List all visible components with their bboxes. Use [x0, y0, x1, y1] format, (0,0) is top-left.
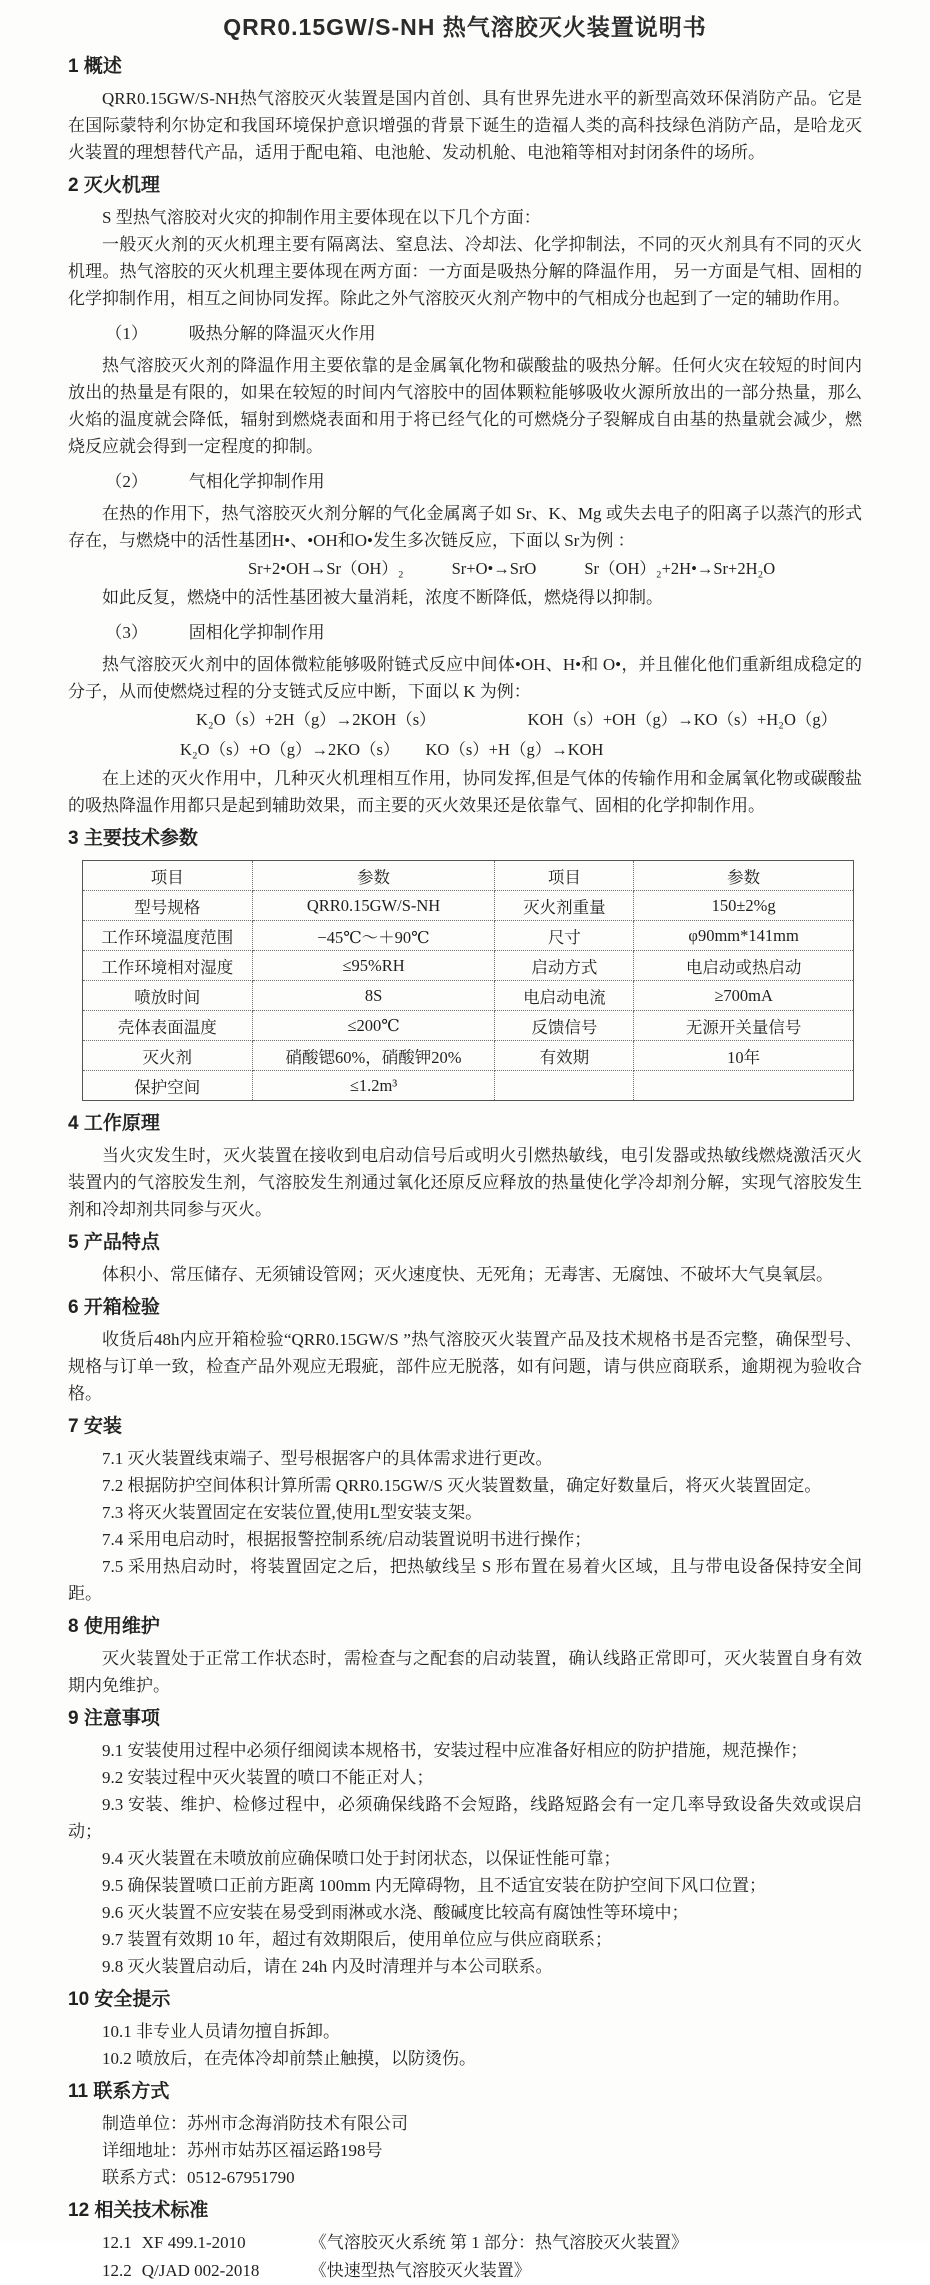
table-cell: 工作环境相对湿度 [83, 951, 253, 981]
standard-number: 12.1 [102, 2233, 132, 2252]
table-row [83, 981, 854, 1011]
section-principle-heading: 4 工作原理 [68, 1113, 160, 1134]
sr-equations-line [68, 554, 862, 584]
standard-item [68, 2257, 862, 2285]
table-cell: 灭火剂重量 [495, 891, 634, 921]
precaution-item: 9.6 灭火装置不应安装在易受到雨淋或水浇、酸碱度比较高有腐蚀性等环境中； [102, 1903, 689, 1922]
section-installation-heading: 7 安装 [68, 1416, 122, 1437]
table-cell: 硝酸锶60%，硝酸钾20% [252, 1041, 495, 1071]
precaution-item: 9.4 灭火装置在未喷放前应确保喷口处于封闭状态，以保证性能可靠； [102, 1849, 621, 1868]
precaution-item: 9.8 灭火装置启动后，请在 24h 内及时清理并与本公司联系。 [102, 1957, 553, 1976]
contact-line-phone: 联系方式：0512-67951790 [102, 2168, 295, 2187]
table-cell: 8S [252, 981, 495, 1011]
mech-sub1-title: 吸热分解的降温灭火作用 [188, 324, 376, 343]
table-cell: ≤200℃ [252, 1011, 495, 1041]
table-cell: 型号规格 [83, 891, 253, 921]
table-cell: 工作环境温度范围 [83, 921, 253, 951]
section-overview-paragraph: QRR0.15GW/S-NH热气溶胶灭火装置是国内首创、具有世界先进水平的新型高效环保消防产品。它是在国际蒙特利尔协定和我国环境保护意识增强的背景下诞生的造福人类的高科技绿色消防产品，是哈龙灭火装置的理想替代产品，适用于配电箱、电池舱、发动机舱、电池箱等相对封闭条件的场所。 [68, 89, 862, 162]
mech-sub2-heading [68, 468, 862, 495]
table-cell: 启动方式 [495, 951, 634, 981]
section-mechanism-intro: S 型热气溶胶对火灾的抑制作用主要体现在以下几个方面： [102, 208, 541, 227]
standard-title: 《快速型热气溶胶灭火装置》 [309, 2261, 531, 2280]
table-header-row [83, 861, 854, 891]
section-overview-heading: 1 概述 [68, 56, 122, 77]
table-cell: 150±2%g [634, 891, 854, 921]
safety-item: 10.2 喷放后，在壳体冷却前禁止触摸，以防烫伤。 [102, 2049, 476, 2068]
mech-sub1-label: （1） [105, 324, 148, 343]
table-header-cell: 项目 [495, 861, 634, 891]
installation-item: 7.3 将灭火装置固定在安装位置,使用L型安装支架。 [102, 1503, 483, 1522]
section-inspection-heading: 6 开箱检验 [68, 1297, 160, 1318]
k-equation-4: KO（s）+H（g）→KOH [425, 740, 604, 759]
mech-sub2-title: 气相化学抑制作用 [188, 472, 325, 491]
contact-line-address: 详细地址：苏州市姑苏区福运路198号 [102, 2141, 383, 2160]
k-equation-3: K₂O（s）+O（g）→2KO（s） [180, 740, 400, 759]
parameters-table [82, 860, 854, 1101]
section-principle-paragraph: 当火灾发生时，灭火装置在接收到电启动信号后或明火引燃热敏线，电引发器或热敏线燃烧激活灭火装置内的气溶胶发生剂，气溶胶发生剂通过氧化还原反应释放的热量使化学冷却剂分解，实现气溶胶发生剂和冷却剂共同参与灭火。 [68, 1146, 862, 1219]
sr-equation-2: Sr+O•→SrO [451, 559, 537, 578]
table-row [83, 1011, 854, 1041]
mech-sub1-heading [68, 320, 862, 347]
section-features-heading: 5 产品特点 [68, 1232, 160, 1253]
table-header-cell: 参数 [634, 861, 854, 891]
table-cell: 尺寸 [495, 921, 634, 951]
installation-item: 7.4 采用电启动时，根据报警控制系统/启动装置说明书进行操作； [102, 1530, 592, 1549]
standard-code: XF 499.1-2010 [141, 2233, 246, 2252]
table-row [83, 891, 854, 921]
k-equations-line-2 [68, 735, 862, 765]
installation-item: 7.1 灭火装置线束端子、型号根据客户的具体需求进行更改。 [102, 1449, 553, 1468]
mechanism-conclusion: 在上述的灭火作用中，几种灭火机理相互作用，协同发挥,但是气体的传输作用和金属氧化物或碳酸盐的吸热降温作用都只是起到辅助效果，而主要的灭火效果还是依靠气、固相的化学抑制作用。 [68, 769, 862, 815]
precaution-item: 9.5 确保装置喷口正前方距离 100mm 内无障碍物，且不适宜安装在防护空间下风口位置； [102, 1876, 766, 1895]
section-mechanism-heading: 2 灭火机理 [68, 175, 160, 196]
standard-item [68, 2229, 862, 2257]
mech-sub2-label: （2） [105, 472, 148, 491]
k-equations-line-1 [68, 705, 862, 735]
table-cell: QRR0.15GW/S-NH [252, 891, 495, 921]
table-cell: −45℃～＋90℃ [252, 921, 495, 951]
table-cell: 无源开关量信号 [634, 1011, 854, 1041]
table-cell: ≥700mA [634, 981, 854, 1011]
section-standards-heading: 12 相关技术标准 [68, 2200, 209, 2221]
sr-equation-3: Sr（OH）₂+2H•→Sr+2H₂O [584, 559, 776, 578]
table-cell: ≤1.2m³ [252, 1071, 495, 1101]
table-row [83, 951, 854, 981]
precaution-item: 9.3 安装、维护、检修过程中，必须确保线路不会短路，线路短路会有一定几率导致设备失效或误启动； [68, 1795, 862, 1841]
section-maintenance-heading: 8 使用维护 [68, 1616, 160, 1637]
installation-item: 7.2 根据防护空间体积计算所需 QRR0.15GW/S 灭火装置数量，确定好数量后，将灭火装置固定。 [102, 1476, 822, 1495]
table-row [83, 1041, 854, 1071]
mech-sub3-heading [68, 619, 862, 646]
installation-item: 7.5 采用热启动时，将装置固定之后，把热敏线呈 S 形布置在易着火区域，且与带电设备保持安全间距。 [68, 1557, 862, 1603]
contact-line-manufacturer: 制造单位：苏州市念海消防技术有限公司 [102, 2114, 408, 2133]
k-equation-2: KOH（s）+OH（g）→KO（s）+H₂O（g） [527, 710, 838, 729]
standard-number: 12.2 [102, 2261, 132, 2280]
precaution-item: 9.1 安装使用过程中必须仔细阅读本规格书，安装过程中应准备好相应的防护措施，规范操作； [102, 1741, 808, 1760]
section-parameters-heading: 3 主要技术参数 [68, 828, 198, 849]
sr-equation-1: Sr+2•OH→Sr（OH）₂ [248, 559, 404, 578]
table-cell: 电启动电流 [495, 981, 634, 1011]
table-cell: 保护空间 [83, 1071, 253, 1101]
table-cell: 壳体表面温度 [83, 1011, 253, 1041]
mech-sub2-conclusion: 如此反复，燃烧中的活性基团被大量消耗，浓度不断降低，燃烧得以抑制。 [102, 588, 663, 607]
mech-sub3-label: （3） [105, 623, 148, 642]
table-header-cell: 参数 [252, 861, 495, 891]
document-title: QRR0.15GW/S-NH 热气溶胶灭火装置说明书 [223, 14, 707, 40]
k-equation-1: K₂O（s）+2H（g）→2KOH（s） [196, 710, 436, 729]
safety-item: 10.1 非专业人员请勿擅自拆卸。 [102, 2022, 340, 2041]
mech-sub1-paragraph: 热气溶胶灭火剂的降温作用主要依靠的是金属氧化物和碳酸盐的吸热分解。任何火灾在较短的时间内放出的热量是有限的，如果在较短的时间内气溶胶中的固体颗粒能够吸收火源所放出的一部分热量，那么火焰的温度就会降低，辐射到燃烧表面和用于将已经气化的可燃烧分子裂解成自由基的热量就会减少，燃烧反应就会得到一定程度的抑制。 [68, 356, 862, 456]
section-mechanism-overview: 一般灭火剂的灭火机理主要有隔离法、窒息法、冷却法、化学抑制法，不同的灭火剂具有不同的灭火机理。热气溶胶的灭火机理主要体现在两方面：一方面是吸热分解的降温作用， 另一方面是气相、固相的化学抑制作用，相互之间协同发挥。除此之外气溶胶灭火剂产物中的气相成分也起到了一定的辅助作用。 [68, 235, 862, 308]
table-cell: 灭火剂 [83, 1041, 253, 1071]
table-cell [495, 1071, 634, 1101]
table-cell: 10年 [634, 1041, 854, 1071]
table-cell: 电启动或热启动 [634, 951, 854, 981]
precaution-item: 9.7 装置有效期 10 年，超过有效期限后，使用单位应与供应商联系； [102, 1930, 612, 1949]
section-safety-heading: 10 安全提示 [68, 1989, 171, 2010]
section-precautions-heading: 9 注意事项 [68, 1708, 160, 1729]
section-contact-heading: 11 联系方式 [68, 2081, 170, 2102]
table-row [83, 1071, 854, 1101]
table-cell: φ90mm*141mm [634, 921, 854, 951]
standard-code: Q/JAD 002-2018 [141, 2261, 260, 2280]
mech-sub3-paragraph: 热气溶胶灭火剂中的固体微粒能够吸附链式反应中间体•OH、H•和 O•，并且催化他们重新组成稳定的分子，从而使燃烧过程的分支链式反应中断，下面以 K 为例： [68, 655, 862, 701]
table-cell: 反馈信号 [495, 1011, 634, 1041]
table-cell: 喷放时间 [83, 981, 253, 1011]
mech-sub2-paragraph: 在热的作用下，热气溶胶灭火剂分解的气化金属离子如 Sr、K、Mg 或失去电子的阳离子以蒸汽的形式存在，与燃烧中的活性基团H•、•OH和O•发生多次链反应，下面以 Sr为例 ： [68, 504, 862, 550]
table-cell: 有效期 [495, 1041, 634, 1071]
precaution-item: 9.2 安装过程中灭火装置的喷口不能正对人； [102, 1768, 434, 1787]
section-maintenance-paragraph: 灭火装置处于正常工作状态时，需检查与之配套的启动装置，确认线路正常即可，灭火装置自身有效期内免维护。 [68, 1649, 862, 1695]
table-cell [634, 1071, 854, 1101]
table-cell: ≤95%RH [252, 951, 495, 981]
mech-sub3-title: 固相化学抑制作用 [188, 623, 325, 642]
table-row [83, 921, 854, 951]
section-inspection-paragraph: 收货后48h内应开箱检验“QRR0.15GW/S ”热气溶胶灭火装置产品及技术规格书是否完整，确保型号、规格与订单一致，检查产品外观应无瑕疵，部件应无脱落，如有问题，请与供应商联系，逾期视为验收合格。 [68, 1330, 862, 1403]
standard-title: 《气溶胶灭火系统 第 1 部分：热气溶胶灭火装置》 [309, 2233, 688, 2252]
section-features-paragraph: 体积小、常压储存、无须铺设管网；灭火速度快、无死角；无毒害、无腐蚀、不破坏大气臭氧层。 [102, 1265, 833, 1284]
table-header-cell: 项目 [83, 861, 253, 891]
